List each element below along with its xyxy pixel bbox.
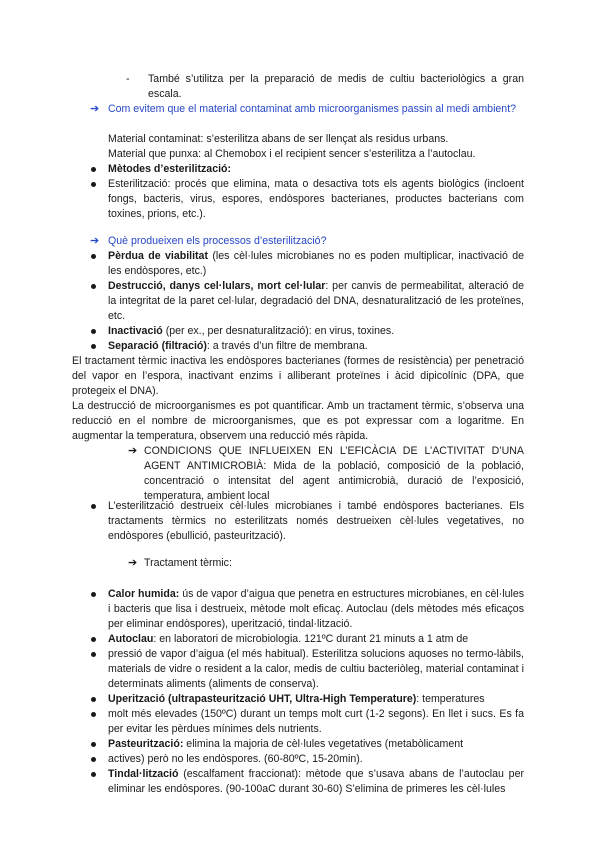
bullet-icon [91,772,96,777]
bullet-icon [91,344,96,349]
method-text: : temperatures [416,693,485,705]
dash-marker: - [126,73,130,85]
sterilization-bullet-text: L’esterilització destrueix cèl·lules microbianes i també endòspores bacterianes. Els tractaments tèrmics no esterilitzats només destrueixen cèl·lules vegetatives, no endòspores (ebullició, pasteurització). [108,500,524,542]
bullet-icon [91,742,96,747]
effect-text: : a través d’un filtre de membrana. [206,340,368,352]
method-term: Pasteurització: [108,738,184,750]
thermal-paragraph [72,354,524,399]
method-term: Uperització (ultrapasteurització UHT, Ultra-High Temperature) [108,693,417,705]
conditions-block [144,444,524,504]
method-text: molt més elevades (150ºC) durant un temps molt curt (1-2 segons). En llet i sucs. Es fa per evitar les pèrdues mínimes dels nutrients. [108,708,524,735]
bullet-icon [91,254,96,259]
effect-term: Destrucció, danys cel·lulars, mort cel·lular [108,280,326,292]
bullet-icon [91,329,96,334]
answer-1-line-2: Material que punxa: al Chemobox i el recipient sencer s’esterilitza a l’autoclau. [108,148,476,160]
method-item [108,632,524,647]
destruction-paragraph [72,399,524,444]
bullet-icon [91,697,96,702]
intro-dash-paragraph: També s’utilitza per la preparació de medis de cultiu bacteriològics a gran escala. [148,73,524,100]
effect-term: Pèrdua de viabilitat [108,250,208,262]
arrow-icon: ➔ [90,235,100,247]
methods-heading [108,162,524,177]
method-text: actives) però no les endòspores. (60-80ºC, 15-20min). [108,753,363,765]
intro-dash-text [148,72,524,102]
effect-text: (les cèl·lules microbianes no es poden multiplicar, inactivació de les endòspores, etc.) [108,250,525,277]
method-item [108,587,524,632]
method-text: pressió de vapor d’aigua (el més habitual). Esterilitza solucions aquoses no termo-làbils, materials de vidre o resident a la calor, medis de cultiu bacteriòleg, material contaminat i determinats aliments (aliments de conserva). [108,648,524,690]
question-1-text: Com evitem que el material contaminat amb microorganismes passin al medi ambient? [108,103,517,115]
bullet-icon [91,182,96,187]
arrow-icon: ➔ [128,557,138,569]
method-term: Tindal·lització [108,768,179,780]
bullet-icon [91,712,96,717]
answer-1-line-1: Material contaminat: s’esterilitza abans de ser llençat als residus urbans. [108,133,449,145]
arrow-icon: ➔ [128,445,138,457]
method-text: (escalfament fraccionat): mètode que s’usava abans de l’autoclau per eliminar les endòspores. (90-100aC durant 30-60) S’elimina de primeres les cèl·lules [108,768,524,795]
sterilization-bullet [108,499,524,544]
bullet-icon [91,504,96,509]
method-text: elimina la majoria de cèl·lules vegetatives (metabòlicament [183,738,464,750]
effect-term: Inactivació [108,325,163,337]
question-2-text: Què produeixen els processos d’esterilització? [108,235,327,247]
arrow-icon: ➔ [90,103,100,115]
method-term: Calor humida: [108,588,180,600]
thermal-heading-text: Tractament tèrmic: [144,557,232,569]
methods-heading-text: Mètodes d’esterilització: [108,163,232,175]
effect-text: (per ex., per desnaturalització): en virus, toxines. [162,325,395,337]
thermal-paragraph-text: El tractament tèrmic inactiva les endòspores bacterianes (formes de resistència) per penetració del vapor en l’espora, inactivant enzims i alliberant proteïnes i àcid dipicolínic (DPA, que protegeix el DNA). [72,355,524,397]
sterilization-definition-text: Esterilització: procés que elimina, mata o desactiva tots els agents biològics (incloent fongs, bacteris, virus, espores, endòspores bacterianes, productes bacterians com toxines, prions, etc.). [108,178,524,220]
method-item [108,767,524,797]
method-item [108,647,524,692]
destruction-paragraph-text: La destrucció de microorganismes es pot quantificar. Amb un tractament tèrmic, s’observa una reducció en el nombre de microorganismes, que es pot expressar com a logaritme. En augmentar la temperatura, observem una reducció més ràpida. [72,400,524,442]
bullet-icon [91,652,96,657]
bullet-icon [91,284,96,289]
bullet-icon [91,592,96,597]
bullet-icon [91,757,96,762]
method-text: : en laboratori de microbiologia. 121ºC durant 21 minuts a 1 atm de [153,633,469,645]
method-text: ús de vapor d’aigua que penetra en estructures microbianes, en cèl·lules i bacteris que lisa i destrueix, mètode molt eficaç. Autoclau (dels mètodes més eficaços per eliminar endòspores), uperització, tindal·lització. [108,588,525,630]
method-item [108,737,524,752]
effect-item [108,249,524,279]
conditions-text: CONDICIONS QUE INFLUEIXEN EN L’EFICÀCIA DE L’ACTIVITAT D’UNA AGENT ANTIMICROBIÀ: Mida de la població, composició de la població, concentració o intensitat del agent antimicrobià, duració de l’exposició, temperatura, ambient local [144,445,524,502]
method-item [108,707,524,737]
bullet-icon [91,637,96,642]
question-1 [108,102,524,117]
effect-text: : per canvis de permeabilitat, alteració de la integritat de la paret cel·lular, degradació del DNA, desnaturalització de les proteïnes, etc. [108,280,524,322]
method-term: Autoclau [108,633,154,645]
thermal-heading [144,556,524,571]
effect-item [108,279,524,324]
method-item [108,692,524,707]
question-2 [108,234,524,249]
sterilization-definition [108,177,524,222]
effect-term: Separació (filtració) [108,340,207,352]
effect-item [108,324,524,339]
method-item [108,752,524,767]
bullet-icon [91,167,96,172]
answer-1 [108,132,524,162]
effect-item [108,339,524,354]
